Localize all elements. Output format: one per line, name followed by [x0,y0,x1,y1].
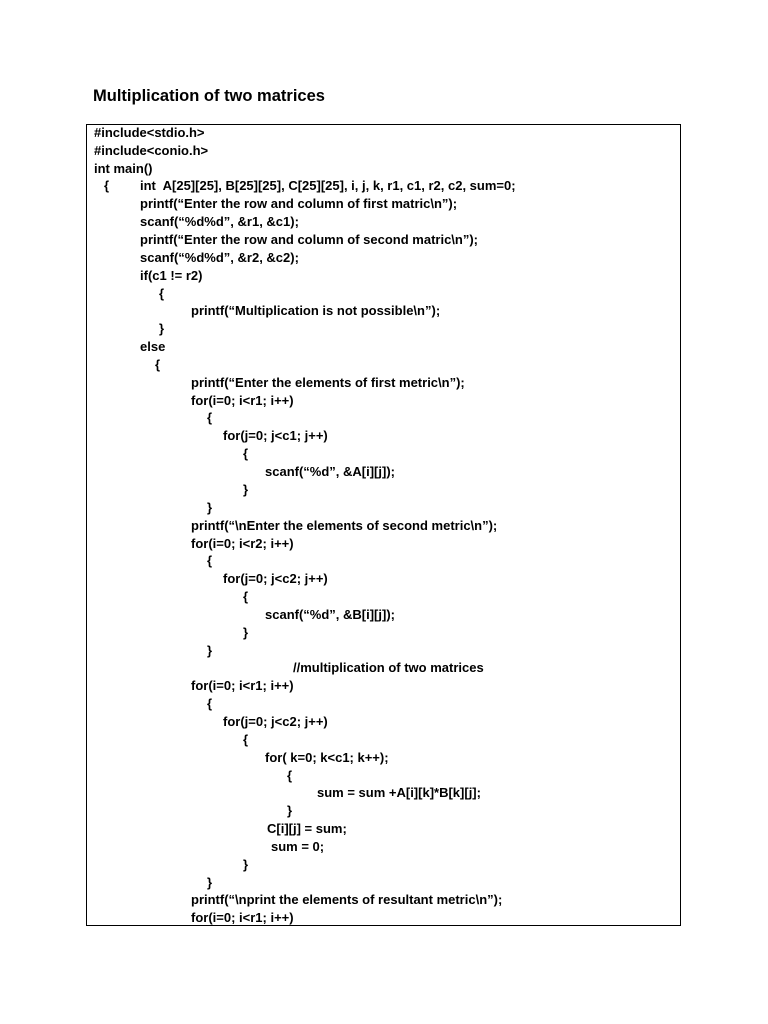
code-line: printf(“Multiplication is not possible\n”); [191,303,441,318]
code-line: if(c1 != r2) [140,268,203,283]
code-line: for(i=0; i<r1; i++) [191,910,294,925]
code-line: for(i=0; i<r1; i++) [191,393,294,408]
code-line: { [207,410,213,425]
code-line: { [243,446,249,461]
code-line: printf(“Enter the row and column of first matric\n”); [140,196,458,211]
code-line: } [207,875,213,890]
page-title: Multiplication of two matrices [93,87,325,105]
code-line: { [287,768,293,783]
code-line: printf(“Enter the row and column of second matric\n”); [140,232,479,247]
code-line: int A[25][25], B[25][25], C[25][25], i, j, k, r1, c1, r2, c2, sum=0; [140,178,516,193]
code-line: scanf(“%d”, &B[i][j]); [265,607,395,622]
code-line: printf(“Enter the elements of first metric\n”); [191,375,465,390]
code-line: //multiplication of two matrices [293,660,484,675]
code-line: int main() [94,161,153,176]
code-line: scanf(“%d%d”, &r1, &c1); [140,214,299,229]
code-line: { [243,589,249,604]
code-line: } [207,500,213,515]
code-line: } [159,321,165,336]
code-line: for(i=0; i<r1; i++) [191,678,294,693]
code-line: for( k=0; k<c1; k++); [265,750,389,765]
code-line: for(j=0; j<c1; j++) [223,428,328,443]
code-line: { [243,732,249,747]
code-line: } [243,857,249,872]
code-line: } [207,643,213,658]
code-line: sum = sum +A[i][k]*B[k][j]; [317,785,481,800]
code-line: scanf(“%d”, &A[i][j]); [265,464,395,479]
code-line: { [207,696,213,711]
code-line: printf(“\nprint the elements of resultant metric\n”); [191,892,503,907]
code-line: { [155,357,161,372]
code-line: printf(“\nEnter the elements of second metric\n”); [191,518,498,533]
code-line: #include<conio.h> [94,143,209,158]
code-line: } [243,482,249,497]
code-line: { [104,178,110,193]
code-line: #include<stdio.h> [94,125,205,140]
code-line: C[i][j] = sum; [267,821,347,836]
code-line: sum = 0; [271,839,325,854]
code-line: { [207,553,213,568]
code-line: else [140,339,166,354]
code-line: scanf(“%d%d”, &r2, &c2); [140,250,299,265]
code-line: for(i=0; i<r2; i++) [191,536,294,551]
code-line: } [243,625,249,640]
code-line: for(j=0; j<c2; j++) [223,714,328,729]
code-line: for(j=0; j<c2; j++) [223,571,328,586]
code-line: } [287,803,293,818]
code-line: { [159,286,165,301]
code-block [86,124,681,926]
